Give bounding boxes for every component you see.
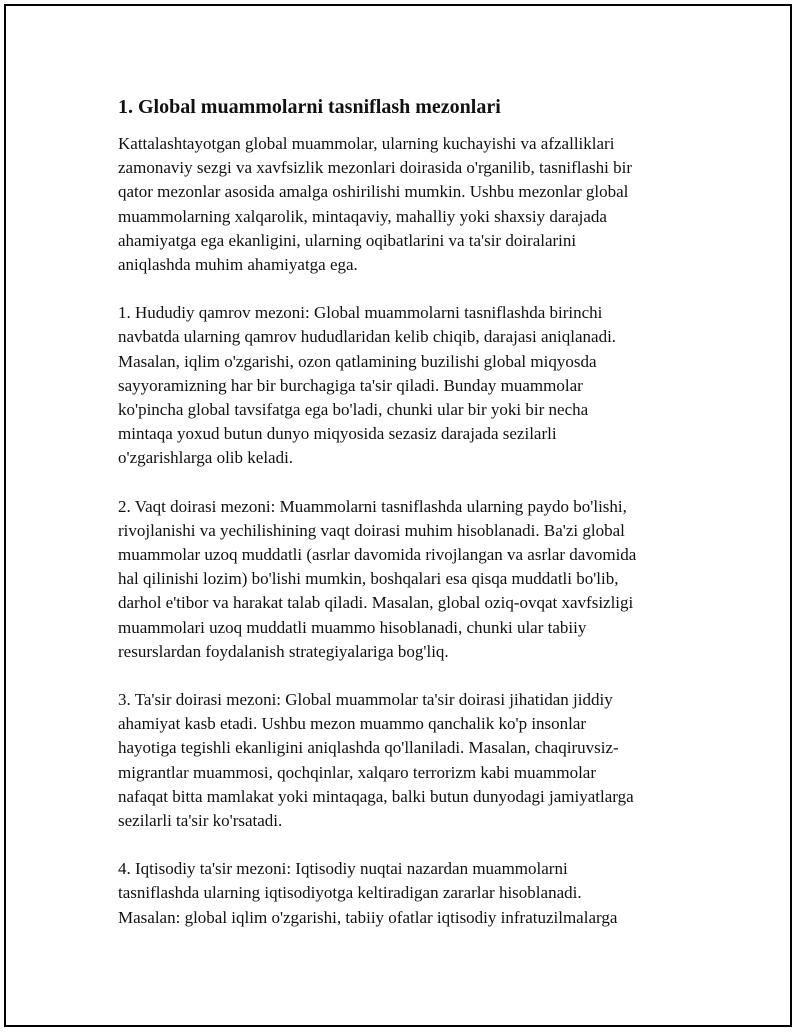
paragraph-territorial-criterion: 1. Hududiy qamrov mezoni: Global muammolarni tasniflashda birinchi navbatda ularning qamrov hududlaridan kelib chiqib, darajasi aniqlanadi. Masalan, iqlim o'zgarishi, ozon qatlamining buzilishi global miqyosda sayyoramizning har bir burchagiga ta'sir qiladi. Bunday muammolar ko'pincha global tavsifatga ega bo'ladi, chunki ular bir yoki bir necha mintaqa yoxud butun dunyo miqyosida sezasiz darajada sezilarli o'zgarishlarga olib keladi.: [118, 303, 617, 468]
paragraph-time-criterion: 2. Vaqt doirasi mezoni: Muammolarni tasniflashda ularning paydo bo'lishi, rivojlanishi va yechilishining vaqt doirasi muhim hisoblanadi. Ba'zi global muammolar uzoq muddatli (asrlar davomida rivojlangan va asrlar davomida hal qilinishi lozim) bo'lishi mumkin, boshqalari esa qisqa muddatli bo'lib, darhol e'tibor va harakat talab qiladi. Masalan, global oziq-ovqat xavfsizligi muammolari uzoq muddatli muammo hisoblanadi, chunki ular tabiiy resurslardan foydalanish strategiyalariga bog'liq.: [118, 496, 637, 661]
page-title: 1. Global muammolarni tasniflash mezonlari: [118, 96, 501, 118]
paragraph-economic-criterion: 4. Iqtisodiy ta'sir mezoni: Iqtisodiy nuqtai nazardan muammolarni tasniflashda ularning iqtisodiyotga keltiradigan zararlar hisoblanadi. Masalan: global iqlim o'zgarishi, tabiiy ofatlar iqtisodiy infratuzilmalarga: [118, 859, 618, 927]
paragraph-impact-criterion: 3. Ta'sir doirasi mezoni: Global muammolar ta'sir doirasi jihatidan jiddiy ahamiyat kasb etadi. Ushbu mezon muammo qanchalik ko'p insonlar hayotiga tegishli ekanligini aniqlashda qo'llaniladi. Masalan, chaqiruvsiz- migrantlar muammosi, qochqinlar, xalqaro terrorizm kabi muammolar nafaqat bitta mamlakat yoki mintaqaga, balki butun dunyodagi jamiyatlarga sezilarli ta'sir ko'rsatadi.: [118, 690, 634, 831]
document-body: [118, 94, 678, 954]
intro-paragraph: Kattalashtayotgan global muammolar, ularning kuchayishi va afzalliklari zamonaviy sezgi va xavfsizlik mezonlari doirasida o'rganilib, tasniflashi bir qator mezonlar asosida amalga oshirilishi mumkin. Ushbu mezonlar global muammolarning xalqarolik, mintaqaviy, mahalliy yoki shaxsiy darajada ahamiyatga ega ekanligini, ularning oqibatlarini va ta'sir doiralarini aniqlashda muhim ahamiyatga ega.: [118, 134, 633, 275]
